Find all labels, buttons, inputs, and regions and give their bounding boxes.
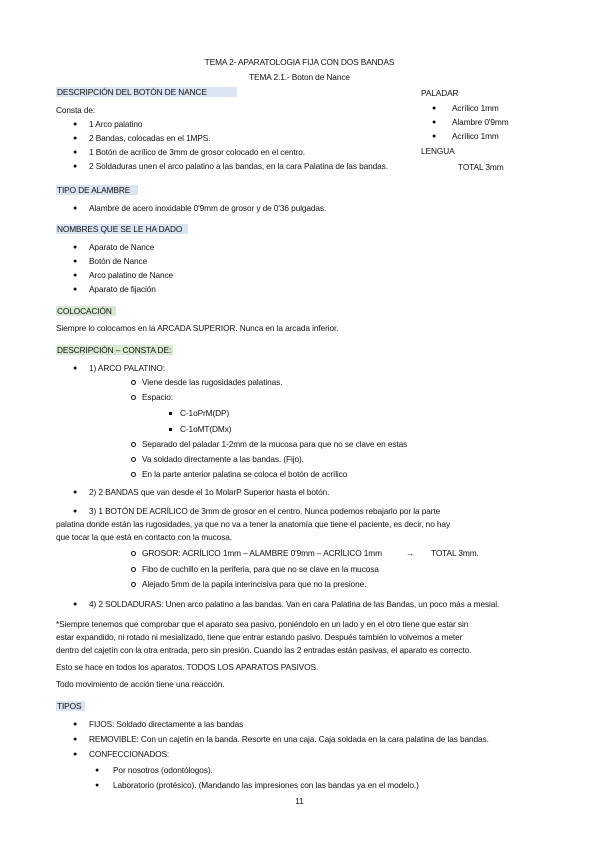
- bullet-icon: ●: [432, 133, 437, 140]
- circle-bullet-icon: [131, 567, 136, 572]
- arrow-icon: →: [406, 548, 415, 558]
- list-item: Separado del paladar 1-2mm de la mucosa para que no se clave en estas: [142, 439, 408, 449]
- list-item: Botón de Nance: [89, 256, 148, 266]
- note-line: dentro del cajetín con la otra entrada, pero sin presión. Cuando las 2 entradas están pasivas, el aparato es correcto.: [56, 645, 472, 655]
- list-item: Por nosotros (odontólogos).: [113, 765, 213, 775]
- list-item: GROSOR: ACRÍLICO 1mm – ALAMBRE 0'9mm – ACRÍLICO 1mm: [142, 548, 382, 558]
- list-item: REMOVIBLE: Con un cajetín en la banda. Resorte en una caja. Caja soldada en la cara palatina de las bandas.: [89, 734, 489, 744]
- list-item: Alejado 5mm de la papila interincisiva para que no la presione.: [142, 579, 367, 589]
- bullet-icon: ●: [73, 601, 78, 608]
- total-label: TOTAL 3mm.: [431, 548, 479, 558]
- list-item: Espacio:: [142, 392, 174, 402]
- section-heading-nombres: NOMBRES QUE SE LE HA DADO: [56, 224, 188, 235]
- note-line: estar expandido, ni rotado ni mesializado, tiene que entrar estando pasivo. Después también lo volvemos a meter: [56, 632, 463, 642]
- consta-de-label: Consta de:: [56, 105, 96, 115]
- list-item: FIJOS: Soldado directamente a las bandas: [89, 719, 244, 729]
- bullet-icon: ●: [73, 272, 78, 279]
- bullet-icon: ●: [95, 782, 100, 789]
- list-item: C-1oMT(DMx): [180, 424, 232, 434]
- bullet-icon: ●: [73, 721, 78, 728]
- list-item: 4) 2 SOLDADURAS: Unen arco palatino a las bandas. Van en cara Palatina de las Bandas, un poco más a mesial.: [89, 599, 500, 609]
- list-item-continuation: que tocar la que está en contacto con la mucosa.: [56, 532, 233, 542]
- list-item: 2 Bandas, colocadas en el 1MPS.: [89, 133, 211, 143]
- bullet-icon: ●: [73, 244, 78, 251]
- list-item: 1 Arco palatino: [89, 119, 143, 129]
- title-sub: TEMA 2.1.- Boton de Nance: [249, 72, 350, 82]
- bullet-icon: ●: [432, 105, 437, 112]
- bullet-icon: ●: [73, 121, 78, 128]
- section-heading-tipos: TIPOS: [56, 701, 85, 712]
- bullet-icon: ●: [432, 119, 437, 126]
- circle-bullet-icon: [131, 551, 136, 556]
- circle-bullet-icon: [131, 472, 136, 477]
- square-bullet-icon: [169, 428, 172, 431]
- lengua-label: LENGUA: [421, 146, 455, 156]
- list-item: 1) ARCO PALATINO:: [89, 363, 165, 373]
- section-heading-descripcion-consta: DESCRIPCIÓN – CONSTA DE:: [57, 345, 172, 355]
- circle-bullet-icon: [131, 457, 136, 462]
- circle-bullet-icon: [131, 380, 136, 385]
- list-item: 2 Soldaduras unen el arco palatino a las bandas, en la cara Palatina de las bandas.: [89, 161, 388, 171]
- list-item: Alambre 0'9mm: [452, 117, 509, 127]
- circle-bullet-icon: [131, 582, 136, 587]
- list-item: Laboratorio (protésico). (Mandando las impresiones con las bandas ya en el modelo.): [113, 780, 419, 790]
- circle-bullet-icon: [131, 395, 136, 400]
- list-item: Acrílico 1mm: [452, 131, 499, 141]
- list-item: En la parte anterior palatina se coloca el botón de acrílico: [142, 469, 348, 479]
- list-item: CONFECCIONADOS:: [89, 749, 170, 759]
- colocacion-text: Siempre lo colocamos en la ARCADA SUPERIOR. Nunca en la arcada inferior.: [56, 323, 339, 333]
- bullet-icon: ●: [73, 736, 78, 743]
- list-item: C-1oPrM(DP): [180, 408, 230, 418]
- bullet-icon: ●: [73, 286, 78, 293]
- bullet-icon: ●: [73, 135, 78, 142]
- bullet-icon: ●: [73, 508, 78, 515]
- list-item: Alambre de acero inoxidable 0'9mm de grosor y de 0'36 pulgadas.: [89, 203, 327, 213]
- bullet-icon: ●: [73, 205, 78, 212]
- list-item: Acrílico 1mm: [452, 103, 499, 113]
- note-line: *Siempre tenemos que comprobar que el aparato sea pasivo, poniéndolo en un lado y en el otro tiene que estar sin: [56, 619, 469, 629]
- list-item: 3) 1 BOTÓN DE ACRÍLICO de 3mm de grosor en el centro. Nunca podemos rebajarlo por la parte: [89, 506, 441, 516]
- list-item: Va soldado directamente a las bandas. (Fijo).: [142, 454, 304, 464]
- list-item: Fibo de cuchillo en la periferia, para que no se clave en la mucosa: [142, 564, 379, 574]
- list-item: Aparato de Nance: [89, 242, 155, 252]
- square-bullet-icon: [169, 412, 172, 415]
- list-item: Viene desde las rugosidades palatinas.: [142, 377, 283, 387]
- section-heading-descripcion: DESCRIPCIÓN DEL BOTÓN DE NANCE: [56, 87, 237, 98]
- note-text: Todo movimiento de acción tiene una reacción.: [56, 679, 225, 689]
- section-heading-tipo-alambre: TIPO DE ALAMBRE: [56, 185, 138, 196]
- list-item: 2) 2 BANDAS que van desde el 1o MolarP Superior hasta el botón.: [89, 487, 330, 497]
- total-label: TOTAL 3mm: [458, 162, 504, 172]
- bullet-icon: ●: [73, 365, 78, 372]
- note-text: Esto se hace en todos los aparatos. TODOS LOS APARATOS PASIVOS.: [56, 662, 319, 672]
- bullet-icon: ●: [95, 767, 100, 774]
- bullet-icon: ●: [73, 258, 78, 265]
- bullet-icon: ●: [73, 751, 78, 758]
- list-item-continuation: palatina donde están las rugosidades, ya que no va a tener la anatomía que tiene el paciente, es decir, no hay: [56, 519, 450, 529]
- title-main: TEMA 2- APARATOLOGIA FIJA CON DOS BANDAS: [204, 57, 395, 67]
- bullet-icon: ●: [73, 149, 78, 156]
- list-item: Arco palatino de Nance: [89, 270, 174, 280]
- page-number: 11: [295, 796, 304, 806]
- list-item: Aparato de fijación: [89, 284, 156, 294]
- bullet-icon: ●: [73, 489, 78, 496]
- circle-bullet-icon: [131, 442, 136, 447]
- section-heading-colocacion: COLOCACIÓN: [56, 306, 116, 317]
- paladar-label: PALADAR: [421, 88, 459, 98]
- list-item: 1 Botón de acrílico de 3mm de grosor colocado en el centro.: [89, 147, 305, 157]
- bullet-icon: ●: [73, 163, 78, 170]
